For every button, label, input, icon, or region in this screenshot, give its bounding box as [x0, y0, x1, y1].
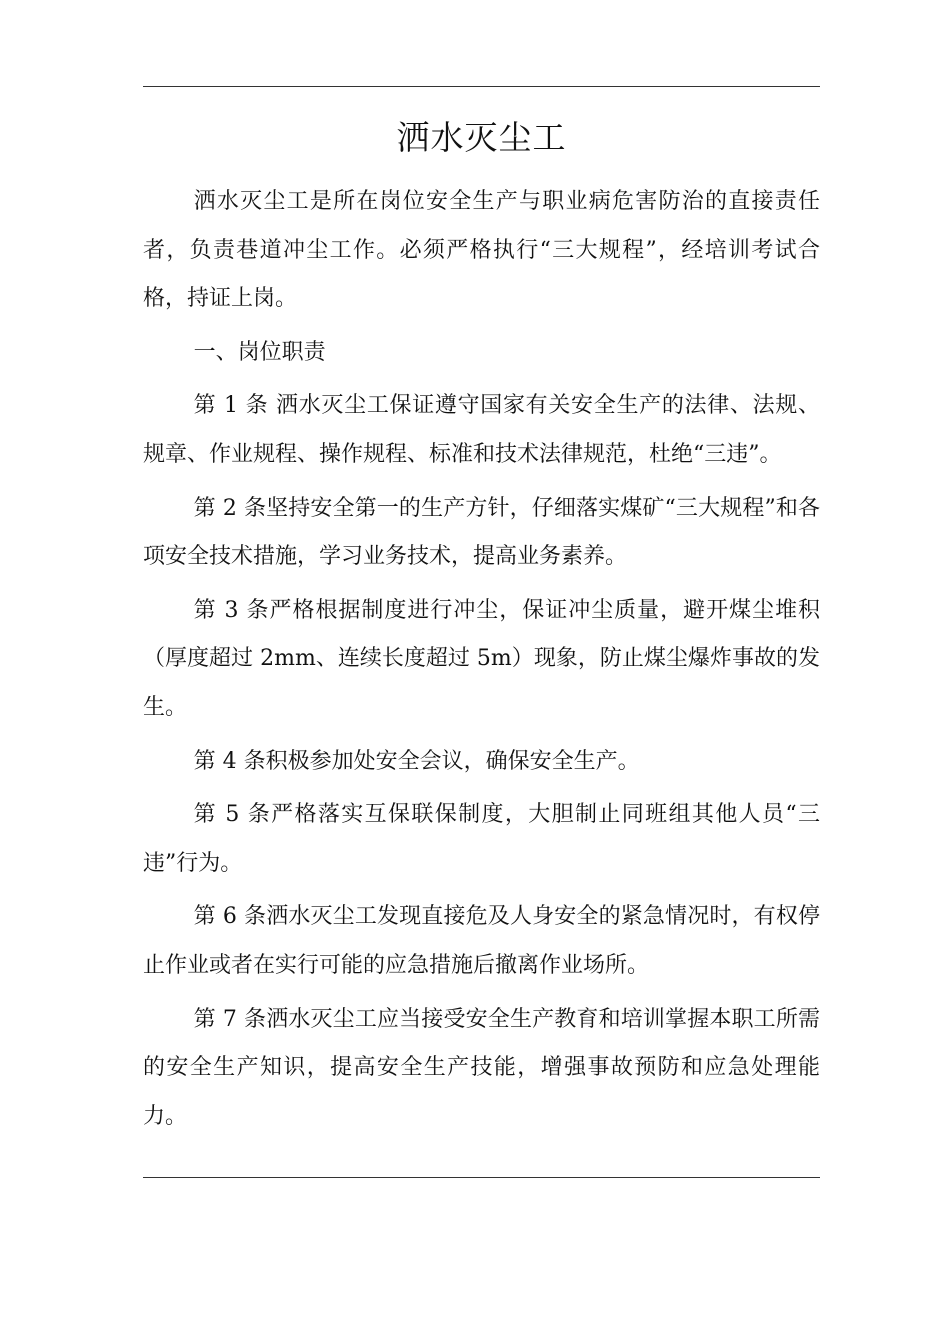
article-4: 第 4 条积极参加处安全会议，确保安全生产。 — [193, 748, 640, 774]
article-5: 第 5 条严格落实互保联保制度，大胆制止同班组其他人员“三违”行为。 — [143, 802, 820, 876]
article-1: 第 1 条 洒水灭尘工保证遵守国家有关安全生产的法律、法规、规章、作业规程、操作规程、标准和技术法律规范，杜绝“三违”。 — [143, 393, 820, 467]
intro-paragraph: 洒水灭尘工是所在岗位安全生产与职业病危害防治的直接责任者，负责巷道冲尘工作。必须严格执行“三大规程”，经培训考试合格，持证上岗。 — [143, 189, 820, 312]
article-2: 第 2 条坚持安全第一的生产方针，仔细落实煤矿“三大规程”和各项安全技术措施，学习业务技术，提高业务素养。 — [143, 495, 820, 570]
article-3: 第 3 条严格根据制度进行冲尘，保证冲尘质量，避开煤尘堆积（厚度超过 2mm、连续长度超过 5m）现象，防止煤尘爆炸事故的发生。 — [143, 597, 820, 720]
document-title: 洒水灭尘工 — [396, 118, 567, 157]
header-rule — [143, 86, 820, 87]
document-body — [143, 178, 820, 1146]
footer-rule — [143, 1177, 820, 1178]
article-7: 第 7 条洒水灭尘工应当接受安全生产教育和培训掌握本职工所需的安全生产知识，提高安全生产技能，增强事故预防和应急处理能力。 — [143, 1006, 820, 1129]
section-heading: 一、岗位职责 — [193, 339, 326, 365]
article-6: 第 6 条洒水灭尘工发现直接危及人身安全的紧急情况时，有权停止作业或者在实行可能的应急措施后撤离作业场所。 — [143, 904, 820, 978]
